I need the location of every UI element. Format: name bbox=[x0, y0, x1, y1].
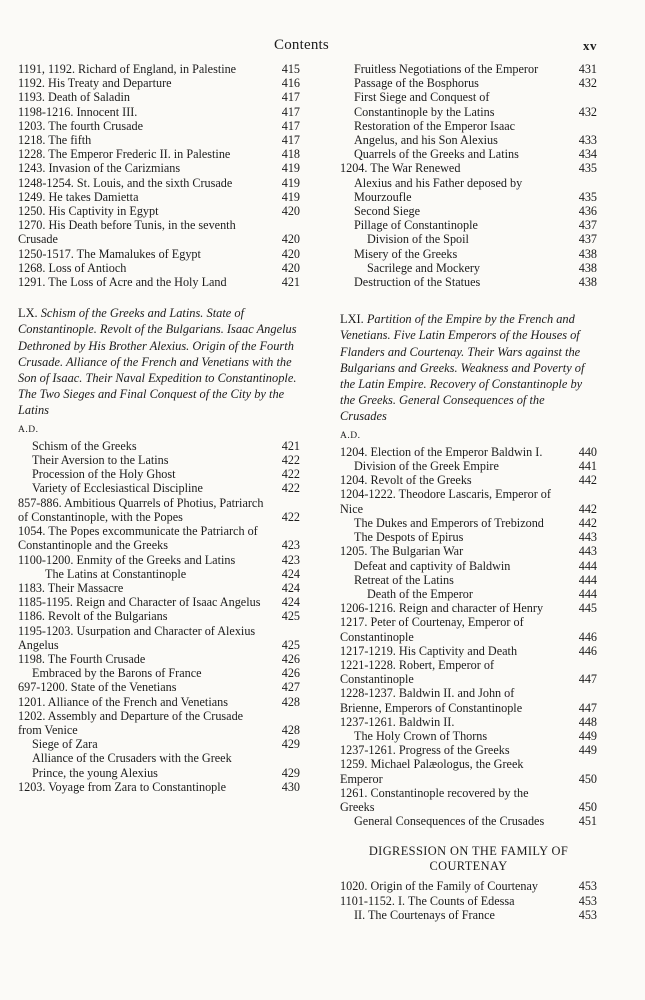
toc-entry-text: First Siege and Conquest of Constantinople by the Latins bbox=[354, 90, 495, 119]
chapter-heading-lx bbox=[18, 305, 302, 418]
toc-entry-page: 453 bbox=[578, 907, 597, 922]
toc-entry bbox=[18, 652, 308, 666]
toc-entry-text: Siege of Zara bbox=[32, 737, 98, 752]
toc-entry bbox=[18, 76, 308, 90]
toc-entry-page: 424 bbox=[281, 595, 300, 610]
toc-entry-text: 1270. His Death before Tunis, in the seventh Crusade bbox=[18, 218, 236, 247]
toc-entry-text: 1221-1228. Robert, Emperor of Constantinople bbox=[340, 657, 495, 687]
toc-entry-text: 1228. The Emperor Frederic II. in Palestine bbox=[18, 147, 231, 162]
toc-entry-page: 442 bbox=[578, 515, 597, 530]
page-number: xv bbox=[583, 38, 597, 53]
toc-entry-page: 424 bbox=[281, 566, 300, 581]
toc-entry-page: 419 bbox=[281, 175, 300, 190]
toc-entry bbox=[340, 573, 597, 587]
toc-entry-page: 450 bbox=[578, 771, 597, 786]
toc-entry-page: 428 bbox=[281, 722, 300, 737]
toc-entry-text: Division of the Spoil bbox=[367, 232, 469, 247]
toc-entry-page: 438 bbox=[578, 260, 597, 275]
toc-entry-page: 453 bbox=[578, 879, 597, 894]
toc-entry bbox=[18, 695, 308, 709]
toc-entry-page: 429 bbox=[281, 737, 300, 752]
toc-entry bbox=[340, 757, 597, 785]
toc-entry bbox=[340, 743, 597, 757]
toc-entry-page: 432 bbox=[578, 76, 597, 91]
toc-entry-page: 427 bbox=[281, 680, 300, 695]
toc-entry-page: 420 bbox=[281, 232, 300, 247]
toc-entry-page: 432 bbox=[578, 104, 597, 119]
toc-entry-page: 429 bbox=[281, 765, 300, 780]
toc-entry-text: 1228-1237. Baldwin II. and John of Brienne, Emperors of Constantinople bbox=[340, 686, 523, 715]
toc-entry bbox=[18, 247, 308, 261]
chapter-number: LX. bbox=[18, 306, 38, 321]
toc-entry-text: Misery of the Greeks bbox=[354, 246, 458, 261]
toc-entry bbox=[18, 581, 308, 595]
toc-entry-page: 453 bbox=[578, 893, 597, 908]
toc-entry-text: 1201. Alliance of the French and Venetians bbox=[18, 694, 228, 709]
toc-entry bbox=[18, 595, 308, 609]
toc-entry-page: 441 bbox=[578, 459, 597, 474]
toc-entry bbox=[340, 473, 597, 487]
toc-entry bbox=[340, 601, 597, 615]
toc-entry-text: Defeat and captivity of Baldwin bbox=[354, 558, 511, 573]
toc-entry-text: 1237-1261. Progress of the Greeks bbox=[340, 743, 510, 758]
toc-entry bbox=[18, 751, 308, 779]
toc-entry bbox=[340, 247, 597, 261]
toc-entry-text: Division of the Greek Empire bbox=[354, 459, 499, 474]
toc-entry-page: 442 bbox=[578, 501, 597, 516]
toc-entry bbox=[340, 686, 597, 714]
toc-entry bbox=[340, 119, 597, 147]
toc-entry-page: 442 bbox=[578, 473, 597, 488]
toc-entry-text: 1100-1200. Enmity of the Greeks and Latins bbox=[18, 552, 236, 567]
toc-entry-text: Passage of the Bosphorus bbox=[354, 76, 479, 91]
toc-entry-page: 425 bbox=[281, 637, 300, 652]
toc-entry-text: 1268. Loss of Antioch bbox=[18, 260, 127, 275]
toc-entry-text: 1205. The Bulgarian War bbox=[340, 544, 464, 559]
toc-entry-text: 1020. Origin of the Family of Courtenay bbox=[340, 879, 539, 894]
toc-entry-page: 445 bbox=[578, 601, 597, 616]
toc-entry-page: 417 bbox=[281, 118, 300, 133]
digression-heading: DIGRESSION ON THE FAMILY OF COURTENAY bbox=[368, 844, 569, 873]
toc-entry bbox=[340, 715, 597, 729]
toc-entry-page: 440 bbox=[578, 444, 597, 459]
toc-entry bbox=[340, 516, 597, 530]
toc-entry-text: Destruction of the Statues bbox=[354, 275, 481, 290]
toc-entry-text: 1186. Revolt of the Bulgarians bbox=[18, 609, 168, 624]
toc-entry-page: 443 bbox=[578, 544, 597, 559]
toc-entry-page: 419 bbox=[281, 189, 300, 204]
toc-entry-page: 444 bbox=[578, 572, 597, 587]
toc-entry-text: The Holy Crown of Thorns bbox=[354, 728, 488, 743]
toc-entry-text: II. The Courtenays of France bbox=[354, 907, 495, 922]
toc-entry-page: 420 bbox=[281, 260, 300, 275]
toc-entry-page: 449 bbox=[578, 728, 597, 743]
toc-entry-text: 1218. The fifth bbox=[18, 133, 92, 148]
chapter-title: Partition of the Empire by the French and Venetians. Five Latin Emperors of the Houses of Flanders and Courtenay. Their Wars against the Bulgarians and Greeks. Weakness and Poverty of the Latin Empire. Recovery of Constantinople by the Greeks. General Consequences of the Crusades bbox=[340, 312, 585, 424]
toc-entry-page: 421 bbox=[281, 275, 300, 290]
toc-entry-page: 433 bbox=[578, 133, 597, 148]
toc-entry-page: 447 bbox=[578, 700, 597, 715]
toc-entry-page: 435 bbox=[578, 161, 597, 176]
toc-entry-page: 450 bbox=[578, 799, 597, 814]
toc-list bbox=[18, 439, 308, 794]
toc-entry bbox=[340, 76, 597, 90]
toc-entry-text: 1198-1216. Innocent III. bbox=[18, 104, 138, 119]
toc-entry-text: 1192. His Treaty and Departure bbox=[18, 76, 172, 91]
toc-entry-text: Fruitless Negotiations of the Emperor bbox=[354, 62, 539, 76]
toc-entry bbox=[18, 218, 308, 246]
toc-entry bbox=[18, 147, 308, 161]
page-title: Contents bbox=[274, 37, 329, 53]
toc-entry-text: 1261. Constantinople recovered by the Greeks bbox=[340, 785, 529, 814]
toc-entry-text: Alexius and his Father deposed by Mourzoufle bbox=[354, 175, 523, 204]
toc-entry-page: 449 bbox=[578, 743, 597, 758]
toc-entry-text: 1204. Election of the Emperor Baldwin I. bbox=[340, 444, 543, 459]
toc-entry-text: 1203. The fourth Crusade bbox=[18, 118, 144, 133]
toc-entry bbox=[340, 487, 597, 515]
toc-entry-text: 1250-1517. The Mamalukes of Egypt bbox=[18, 246, 201, 261]
toc-entry bbox=[340, 445, 597, 459]
toc-entry-text: 1195-1203. Usurpation and Character of Alexius Angelus bbox=[18, 623, 256, 652]
toc-entry-page: 422 bbox=[281, 481, 300, 496]
toc-entry-page: 430 bbox=[281, 779, 300, 794]
toc-entry-text: 857-886. Ambitious Quarrels of Photius, Patriarch of Constantinople, with the Popes bbox=[18, 495, 264, 524]
toc-entry-page: 422 bbox=[281, 467, 300, 482]
toc-entry bbox=[340, 261, 597, 275]
toc-entry bbox=[18, 62, 308, 76]
right-column bbox=[340, 62, 597, 922]
toc-entry bbox=[340, 658, 597, 686]
toc-entry-text: 1198. The Fourth Crusade bbox=[18, 651, 146, 666]
toc-entry-text: 1204. The War Renewed bbox=[340, 161, 461, 176]
toc-entry-page: 447 bbox=[578, 672, 597, 687]
toc-entry bbox=[18, 105, 308, 119]
toc-entry-text: 1193. Death of Saladin bbox=[18, 90, 130, 105]
toc-entry-page: 446 bbox=[578, 643, 597, 658]
left-column bbox=[18, 62, 308, 794]
chapter-number: LXI. bbox=[340, 312, 364, 327]
toc-entry bbox=[18, 481, 308, 495]
toc-entry bbox=[340, 908, 597, 922]
toc-entry-text: Restoration of the Emperor Isaac Angelus, and his Son Alexius bbox=[354, 118, 516, 148]
toc-entry-text: 1202. Assembly and Departure of the Crusade from Venice bbox=[18, 708, 244, 737]
toc-entry-text: Alliance of the Crusaders with the Greek Prince, the young Alexius bbox=[32, 751, 232, 780]
toc-entry-text: Quarrels of the Greeks and Latins bbox=[354, 147, 519, 162]
toc-entry bbox=[340, 879, 597, 893]
toc-entry-text: The Dukes and Emperors of Trebizond bbox=[354, 515, 544, 530]
toc-list bbox=[340, 445, 597, 828]
toc-entry bbox=[18, 133, 308, 147]
toc-entry bbox=[340, 275, 597, 289]
toc-entry bbox=[340, 644, 597, 658]
toc-entry bbox=[18, 780, 308, 794]
toc-entry-page: 426 bbox=[281, 651, 300, 666]
ad-label: A.D. bbox=[340, 430, 361, 441]
toc-entry-text: 1101-1152. I. The Counts of Edessa bbox=[340, 893, 515, 908]
toc-entry bbox=[18, 204, 308, 218]
toc-entry-page: 422 bbox=[281, 509, 300, 524]
toc-entry-text: Their Aversion to the Latins bbox=[32, 453, 169, 468]
toc-entry bbox=[340, 161, 597, 175]
chapter-title: Schism of the Greeks and Latins. State of Constantinople. Revolt of the Bulgarians. Isaac Angelus Dethroned by His Brother Alexius. Origin of the Fourth Crusade. Alliance of the French and Venetians with the Son of Isaac. Their Naval Expedition to Constantinople. The Two Sieges and Final Conquest of the City by the Latins bbox=[18, 306, 297, 418]
running-header bbox=[0, 37, 645, 57]
toc-entry-page: 451 bbox=[578, 814, 597, 829]
toc-entry bbox=[18, 609, 308, 623]
toc-entry-text: 1248-1254. St. Louis, and the sixth Crusade bbox=[18, 175, 233, 190]
toc-entry-page: 437 bbox=[578, 232, 597, 247]
toc-entry-page: 444 bbox=[578, 558, 597, 573]
ad-label: A.D. bbox=[18, 424, 39, 435]
toc-entry bbox=[340, 232, 597, 246]
toc-entry-text: The Latins at Constantinople bbox=[45, 566, 187, 581]
toc-entry-page: 417 bbox=[281, 104, 300, 119]
toc-entry-text: 1206-1216. Reign and character of Henry bbox=[340, 601, 544, 616]
toc-entry-text: 697-1200. State of the Venetians bbox=[18, 680, 177, 695]
toc-entry-page: 423 bbox=[281, 538, 300, 553]
toc-entry bbox=[340, 62, 597, 76]
toc-entry-page: 443 bbox=[578, 530, 597, 545]
toc-entry-text: 1217. Peter of Courtenay, Emperor of Constantinople bbox=[340, 615, 524, 644]
toc-entry-text: Sacrilege and Mockery bbox=[367, 260, 481, 275]
toc-entry-page: 446 bbox=[578, 629, 597, 644]
toc-entry bbox=[18, 567, 308, 581]
toc-entry bbox=[18, 261, 308, 275]
toc-list bbox=[340, 879, 597, 922]
toc-entry-text: The Despots of Epirus bbox=[354, 530, 464, 545]
toc-entry-text: 1250. His Captivity in Egypt bbox=[18, 204, 159, 219]
toc-entry bbox=[340, 176, 597, 204]
toc-entry bbox=[18, 709, 308, 737]
toc-entry bbox=[18, 161, 308, 175]
toc-entry-text: Retreat of the Latins bbox=[354, 572, 454, 587]
toc-entry-page: 426 bbox=[281, 666, 300, 681]
toc-entry-page: 420 bbox=[281, 246, 300, 261]
toc-entry-page: 423 bbox=[281, 552, 300, 567]
toc-entry-text: 1217-1219. His Captivity and Death bbox=[340, 643, 518, 658]
toc-entry-page: 431 bbox=[578, 62, 597, 76]
toc-entry bbox=[18, 467, 308, 481]
toc-entry-text: Second Siege bbox=[354, 204, 421, 219]
toc-entry-text: 1183. Their Massacre bbox=[18, 580, 124, 595]
toc-entry bbox=[340, 559, 597, 573]
toc-entry-text: Variety of Ecclesiastical Discipline bbox=[32, 481, 203, 496]
toc-entry-page: 435 bbox=[578, 189, 597, 204]
toc-entry-text: 1203. Voyage from Zara to Constantinople bbox=[18, 779, 227, 794]
toc-entry bbox=[340, 459, 597, 473]
toc-list bbox=[340, 62, 597, 289]
toc-entry-page: 444 bbox=[578, 586, 597, 601]
toc-entry bbox=[18, 176, 308, 190]
toc-entry-page: 417 bbox=[281, 90, 300, 105]
toc-entry-text: Procession of the Holy Ghost bbox=[32, 467, 176, 482]
toc-entry-page: 415 bbox=[281, 62, 300, 76]
toc-entry bbox=[340, 147, 597, 161]
toc-entry-page: 448 bbox=[578, 714, 597, 729]
toc-entry-page: 419 bbox=[281, 161, 300, 176]
toc-list bbox=[18, 62, 308, 289]
toc-entry bbox=[18, 666, 308, 680]
toc-entry-text: 1249. He takes Damietta bbox=[18, 189, 139, 204]
toc-entry-text: 1243. Invasion of the Carizmians bbox=[18, 161, 181, 176]
toc-entry-page: 438 bbox=[578, 275, 597, 290]
toc-entry-page: 438 bbox=[578, 246, 597, 261]
toc-entry bbox=[340, 544, 597, 558]
toc-entry-text: 1237-1261. Baldwin II. bbox=[340, 714, 455, 729]
toc-entry bbox=[18, 90, 308, 104]
toc-entry bbox=[340, 587, 597, 601]
toc-entry bbox=[340, 204, 597, 218]
toc-entry-page: 424 bbox=[281, 580, 300, 595]
toc-entry-page: 436 bbox=[578, 204, 597, 219]
toc-entry bbox=[340, 615, 597, 643]
toc-entry bbox=[340, 814, 597, 828]
toc-entry-text: 1054. The Popes excommunicate the Patriarch of Constantinople and the Greeks bbox=[18, 524, 258, 553]
toc-entry-page: 422 bbox=[281, 453, 300, 468]
toc-entry-text: 1204. Revolt of the Greeks bbox=[340, 473, 472, 488]
toc-entry bbox=[18, 453, 308, 467]
chapter-heading-lxi bbox=[340, 311, 591, 424]
toc-entry bbox=[18, 496, 308, 524]
toc-entry bbox=[340, 786, 597, 814]
toc-entry-text: 1204-1222. Theodore Lascaris, Emperor of Nice bbox=[340, 487, 551, 516]
toc-entry bbox=[18, 119, 308, 133]
toc-entry bbox=[340, 729, 597, 743]
toc-entry bbox=[18, 439, 308, 453]
toc-entry bbox=[18, 524, 308, 552]
toc-entry bbox=[18, 680, 308, 694]
toc-entry-page: 417 bbox=[281, 133, 300, 148]
toc-entry-page: 425 bbox=[281, 609, 300, 624]
toc-entry bbox=[340, 530, 597, 544]
toc-entry-page: 420 bbox=[281, 204, 300, 219]
toc-entry bbox=[340, 218, 597, 232]
toc-entry bbox=[340, 894, 597, 908]
toc-entry-text: Death of the Emperor bbox=[367, 586, 473, 601]
toc-entry-page: 428 bbox=[281, 694, 300, 709]
toc-entry-text: 1191, 1192. Richard of England, in Palestine bbox=[18, 62, 237, 76]
toc-entry-page: 437 bbox=[578, 218, 597, 233]
toc-entry bbox=[18, 553, 308, 567]
toc-entry bbox=[18, 275, 308, 289]
toc-entry bbox=[18, 190, 308, 204]
toc-entry-text: 1259. Michael Palæologus, the Greek Emperor bbox=[340, 757, 524, 786]
toc-entry-text: Pillage of Constantinople bbox=[354, 218, 478, 233]
toc-entry bbox=[340, 90, 597, 118]
toc-entry bbox=[18, 737, 308, 751]
toc-entry-text: Schism of the Greeks bbox=[32, 438, 137, 453]
toc-entry-text: 1291. The Loss of Acre and the Holy Land bbox=[18, 275, 227, 290]
toc-entry-page: 434 bbox=[578, 147, 597, 162]
toc-entry-page: 418 bbox=[281, 147, 300, 162]
toc-entry-text: Embraced by the Barons of France bbox=[32, 666, 202, 681]
toc-entry-text: 1185-1195. Reign and Character of Isaac Angelus bbox=[18, 595, 261, 610]
toc-entry-page: 416 bbox=[281, 76, 300, 91]
toc-entry-page: 421 bbox=[281, 438, 300, 453]
toc-entry bbox=[18, 624, 308, 652]
toc-entry-text: General Consequences of the Crusades bbox=[354, 814, 545, 829]
